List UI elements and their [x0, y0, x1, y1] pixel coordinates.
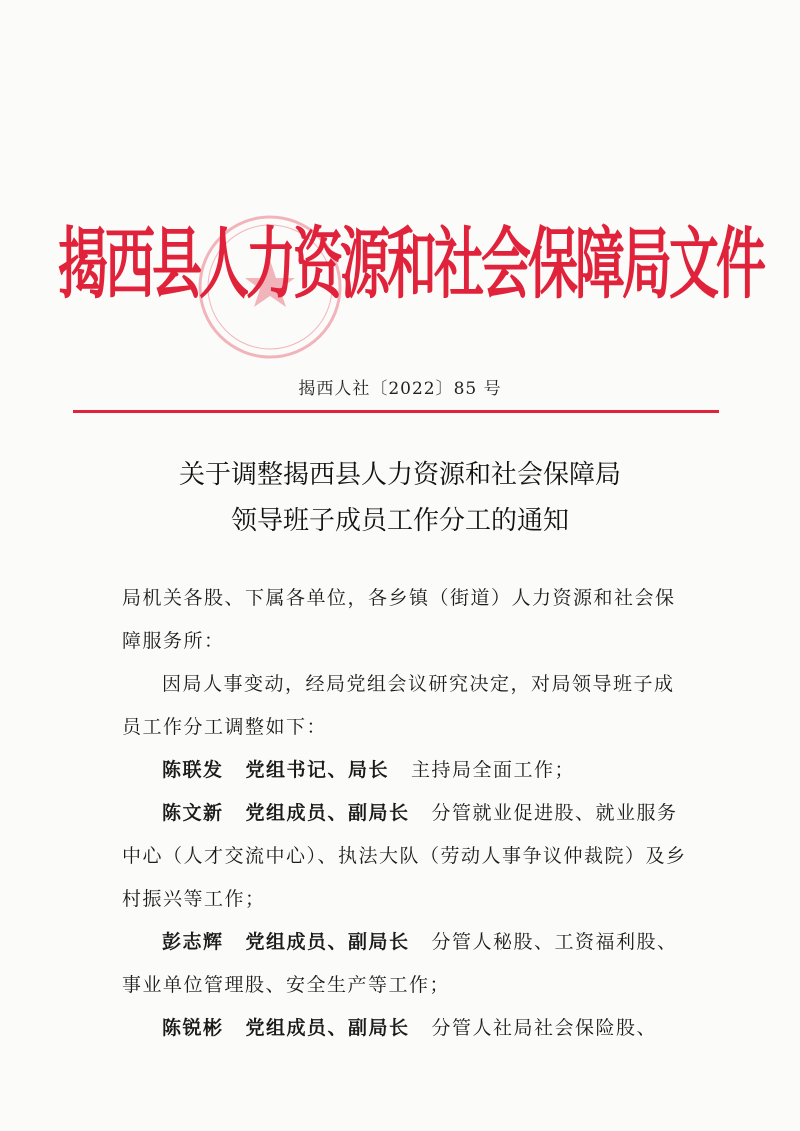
- assignment-item: [122, 921, 694, 1007]
- issuing-org-title: 揭西县人力资源和社会保障局文件: [58, 219, 763, 309]
- intro-paragraph: 因局人事变动，经局党组会议研究决定，对局领导班子成员工作分工调整如下：: [122, 673, 675, 738]
- leader-name: 陈联发: [162, 759, 224, 781]
- notice-body: [122, 577, 694, 1050]
- assignment-item: [122, 749, 694, 792]
- leader-duty: 分管人社局社会保险股、: [431, 1017, 658, 1039]
- recipients-paragraph: 局机关各股、下属各单位，各乡镇（街道）人力资源和社会保障服务所：: [122, 587, 676, 652]
- leader-role: 党组成员、副局长: [245, 802, 410, 824]
- notice-title-line-2: 领导班子成员工作分工的通知: [230, 506, 569, 536]
- leader-duty: 分管人秘股、工资福利股、事业单位管理股、安全生产等工作；: [122, 931, 678, 996]
- assignment-item: [122, 1007, 694, 1050]
- leader-role: 党组成员、副局长: [245, 931, 410, 953]
- red-divider: [73, 410, 719, 413]
- leader-name: 陈文新: [162, 802, 224, 824]
- leader-role: 党组成员、副局长: [245, 1017, 410, 1039]
- leader-duty: 分管就业促进股、就业服务中心（人才交流中心）、执法大队（劳动人事争议仲裁院）及乡村振兴等工作；: [122, 802, 687, 910]
- leader-role: 党组书记、局长: [245, 759, 390, 781]
- leader-name: 彭志辉: [162, 931, 224, 953]
- leader-name: 陈锐彬: [162, 1017, 224, 1039]
- leader-duty: 主持局全面工作；: [411, 759, 576, 781]
- document-number: 揭西人社〔2022〕85 号: [298, 379, 502, 399]
- notice-title: [0, 452, 800, 544]
- notice-title-line-1: 关于调整揭西县人力资源和社会保障局: [178, 460, 621, 490]
- assignment-item: [122, 792, 694, 921]
